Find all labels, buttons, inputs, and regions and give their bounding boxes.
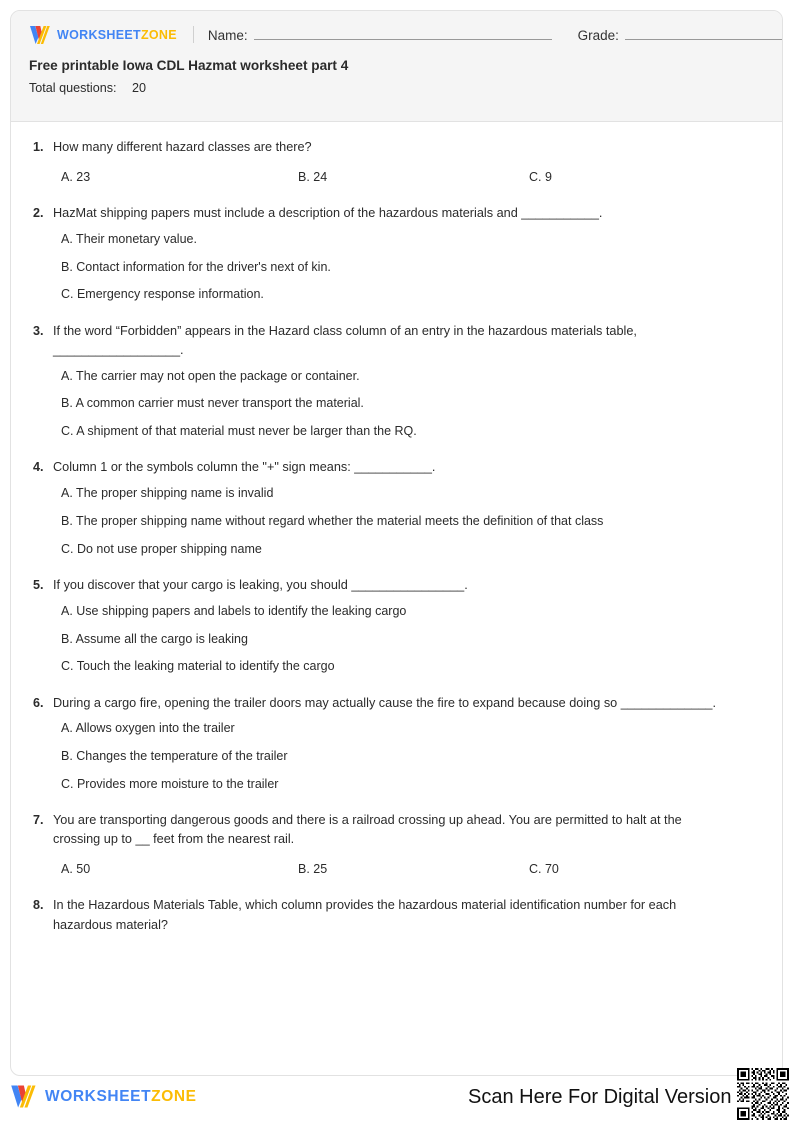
- question-options: [33, 225, 760, 308]
- option-c[interactable]: C. 70: [529, 862, 559, 877]
- question-item: [33, 458, 760, 563]
- question-text: If you discover that your cargo is leaking, you should ________________.: [53, 577, 468, 592]
- worksheet-zone-logo-icon: [10, 1084, 37, 1109]
- option-b[interactable]: B. Contact information for the driver's next of kin.: [61, 259, 331, 274]
- question-text: If the word “Forbidden” appears in the Hazard class column of an entry in the hazardous materials table, __________________.: [53, 323, 637, 357]
- page-footer: [0, 1082, 793, 1122]
- question-item: [33, 694, 760, 799]
- qr-code-icon[interactable]: [737, 1068, 789, 1120]
- question-text: Column 1 or the symbols column the "+" sign means: ___________.: [53, 460, 436, 475]
- question-number: 6.: [33, 695, 44, 710]
- worksheet-title-block: [11, 45, 782, 95]
- question-text: During a cargo fire, opening the trailer doors may actually cause the fire to expand because doing so _____________.: [53, 695, 717, 710]
- total-questions-label: Total questions:: [29, 80, 117, 95]
- question-item: [33, 138, 760, 191]
- option-c[interactable]: C. Do not use proper shipping name: [61, 541, 262, 556]
- question-header: [33, 138, 760, 157]
- name-label: Name:: [207, 27, 248, 43]
- option-b[interactable]: B. A common carrier must never transport the material.: [61, 396, 364, 411]
- total-questions-value: 20: [132, 80, 147, 95]
- question-number: 5.: [33, 577, 44, 592]
- option-b[interactable]: B. 25: [298, 862, 328, 877]
- header-divider: [193, 26, 194, 43]
- total-questions: [29, 81, 764, 95]
- question-number: 1.: [33, 140, 44, 154]
- question-number: 7.: [33, 813, 44, 828]
- option-a[interactable]: A. Use shipping papers and labels to identify the leaking cargo: [61, 603, 407, 618]
- question-options: [33, 163, 760, 191]
- question-options: [33, 480, 760, 563]
- question-item: [33, 576, 760, 681]
- question-header: [33, 204, 760, 223]
- option-a[interactable]: A. The carrier may not open the package or container.: [61, 368, 360, 383]
- question-text: How many different hazard classes are there?: [53, 140, 312, 154]
- brand-name-zone: ZONE: [140, 27, 177, 42]
- option-a[interactable]: A. The proper shipping name is invalid: [61, 486, 274, 501]
- footer-brand-logo: [10, 1084, 197, 1109]
- footer-brand-name-zone: ZONE: [151, 1087, 197, 1105]
- worksheet-header: [11, 11, 782, 122]
- option-c[interactable]: C. Provides more moisture to the trailer: [61, 776, 279, 791]
- grade-label: Grade:: [577, 27, 619, 43]
- option-c[interactable]: C. Touch the leaking material to identify the cargo: [61, 659, 335, 674]
- brand-logo: [29, 25, 177, 45]
- question-item: [33, 811, 760, 883]
- question-header: [33, 322, 760, 361]
- worksheet-title: Free printable Iowa CDL Hazmat worksheet part 4: [29, 58, 349, 73]
- option-b[interactable]: B. Assume all the cargo is leaking: [61, 631, 248, 646]
- question-options: [33, 856, 760, 884]
- question-header: [33, 896, 760, 935]
- question-header: [33, 694, 760, 713]
- question-number: 8.: [33, 898, 44, 913]
- question-number: 3.: [33, 323, 44, 338]
- grade-input-line[interactable]: [625, 27, 783, 40]
- worksheet-zone-logo-icon: [29, 25, 51, 45]
- option-a[interactable]: A. Their monetary value.: [61, 231, 197, 246]
- option-c[interactable]: C. A shipment of that material must never be larger than the RQ.: [61, 424, 417, 439]
- question-text: HazMat shipping papers must include a description of the hazardous materials and ___________.: [53, 206, 603, 221]
- footer-brand-name-worksheet: WORKSHEET: [45, 1087, 152, 1105]
- option-b[interactable]: B. The proper shipping name without regard whether the material meets the definition of that class: [61, 513, 604, 528]
- question-header: [33, 458, 760, 477]
- option-b[interactable]: B. Changes the temperature of the trailer: [61, 749, 288, 764]
- question-item: [33, 204, 760, 309]
- option-b[interactable]: B. 24: [298, 169, 328, 184]
- name-field[interactable]: [208, 27, 552, 43]
- question-header: [33, 811, 760, 850]
- worksheet-card: [10, 10, 783, 1076]
- name-input-line[interactable]: [254, 27, 552, 40]
- question-number: 4.: [33, 460, 44, 475]
- brand-name-worksheet: WORKSHEET: [57, 27, 141, 42]
- header-identity-row: [11, 11, 782, 45]
- footer-brand-logo-text: [45, 1088, 197, 1106]
- brand-logo-text: [57, 28, 177, 42]
- question-header: [33, 576, 760, 595]
- question-item: [33, 322, 760, 446]
- question-item: [33, 896, 760, 935]
- option-c[interactable]: C. 9: [529, 169, 552, 184]
- question-text: You are transporting dangerous goods and there is a railroad crossing up ahead. You are permitted to halt at the crossing up to __ feet from the nearest rail.: [53, 813, 682, 847]
- option-a[interactable]: A. 23: [61, 169, 91, 184]
- question-options: [33, 362, 760, 445]
- grade-field[interactable]: [578, 27, 783, 43]
- question-text: In the Hazardous Materials Table, which column provides the hazardous material identification number for each hazardous material?: [53, 898, 677, 932]
- question-number: 2.: [33, 206, 44, 221]
- question-options: [33, 715, 760, 798]
- questions-list: [11, 122, 782, 935]
- option-a[interactable]: A. Allows oxygen into the trailer: [61, 721, 235, 736]
- question-options: [33, 597, 760, 680]
- scan-prompt-text: Scan Here For Digital Version: [468, 1086, 732, 1108]
- option-a[interactable]: A. 50: [61, 862, 91, 877]
- option-c[interactable]: C. Emergency response information.: [61, 287, 264, 302]
